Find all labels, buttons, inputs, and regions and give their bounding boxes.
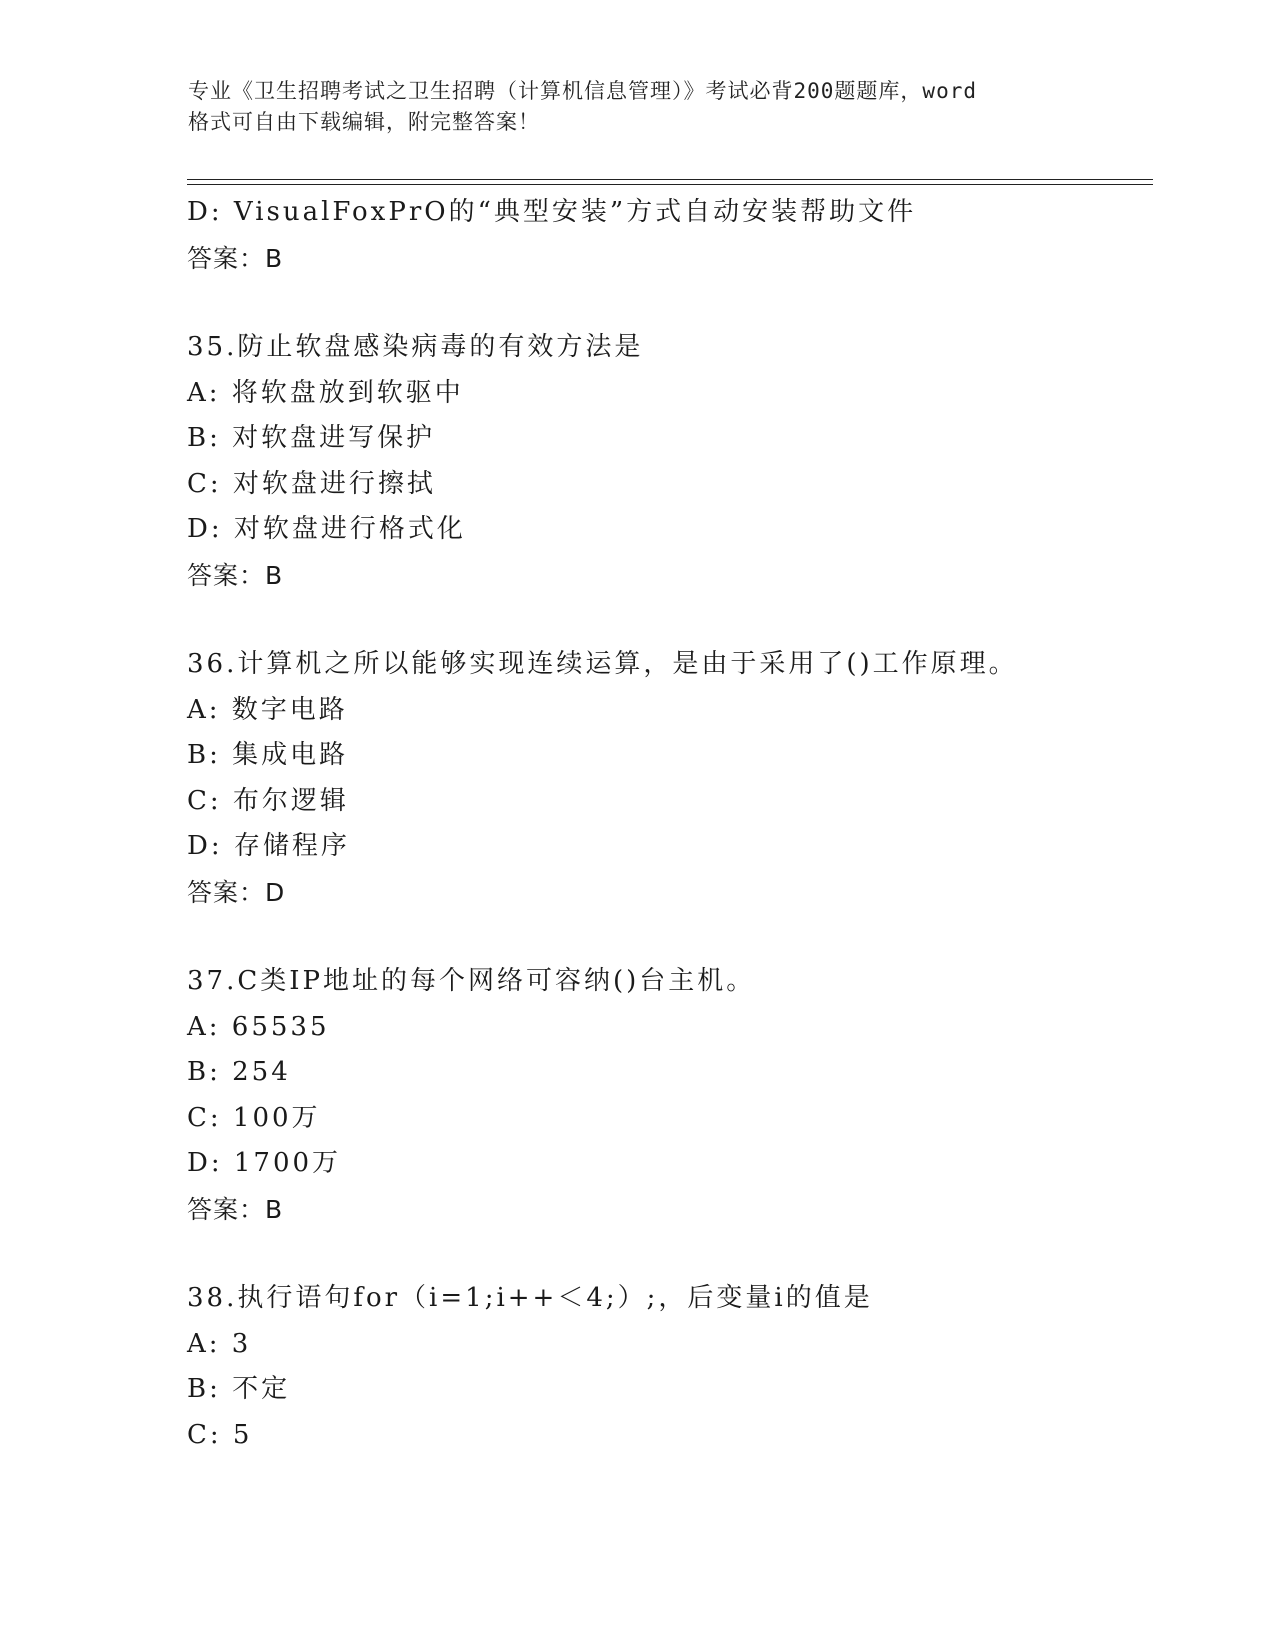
option-c: C: 100万 <box>187 1102 321 1133</box>
question-title: 35.防止软盘感染病毒的有效方法是 <box>187 332 644 362</box>
answer-line: 答案：B <box>187 243 284 273</box>
spacer <box>187 281 1147 325</box>
previous-question-tail <box>187 190 1147 281</box>
option-c: C: 对软盘进行擦拭 <box>187 468 436 499</box>
option-b: B: 不定 <box>187 1374 291 1404</box>
answer-line: 答案：B <box>187 560 284 590</box>
option-a: A: 将软盘放到软驱中 <box>187 377 464 408</box>
option-b: B: 254 <box>187 1057 291 1087</box>
header-line-2: 格式可自由下载编辑，附完整答案！ <box>188 110 540 134</box>
document-header <box>188 76 1088 138</box>
spacer <box>187 598 1147 642</box>
question-37 <box>187 959 1147 1232</box>
option-a: A: 3 <box>187 1328 252 1359</box>
option-b: B: 集成电路 <box>187 740 349 770</box>
option-d: D: 对软盘进行格式化 <box>187 514 466 544</box>
header-line-1: 专业《卫生招聘考试之卫生招聘（计算机信息管理）》考试必背200题题库，word <box>188 79 977 103</box>
spacer <box>187 1232 1147 1276</box>
option-d: D: VisualFoxPrO的“典型安装”方式自动安装帮助文件 <box>187 197 917 227</box>
answer-line: 答案：D <box>187 877 286 907</box>
option-a: A: 数字电路 <box>187 694 348 725</box>
answer-line: 答案：B <box>187 1194 284 1224</box>
option-b: B: 对软盘进写保护 <box>187 423 436 453</box>
option-a: A: 65535 <box>187 1011 330 1042</box>
header-divider-bottom <box>187 184 1153 185</box>
spacer <box>187 915 1147 959</box>
question-title: 37.C类IP地址的每个网络可容纳()台主机。 <box>187 966 756 996</box>
header-divider-top <box>187 179 1153 180</box>
option-d: D: 1700万 <box>187 1148 342 1178</box>
question-title: 38.执行语句for（i=1;i++＜4;）;，后变量i的值是 <box>187 1283 873 1313</box>
question-35 <box>187 325 1147 598</box>
option-c: C: 5 <box>187 1419 253 1450</box>
option-d: D: 存储程序 <box>187 831 350 861</box>
question-36 <box>187 642 1147 915</box>
question-38 <box>187 1276 1147 1458</box>
option-c: C: 布尔逻辑 <box>187 785 349 816</box>
question-title: 36.计算机之所以能够实现连续运算，是由于采用了()工作原理。 <box>187 649 1018 679</box>
question-list <box>187 190 1147 1458</box>
